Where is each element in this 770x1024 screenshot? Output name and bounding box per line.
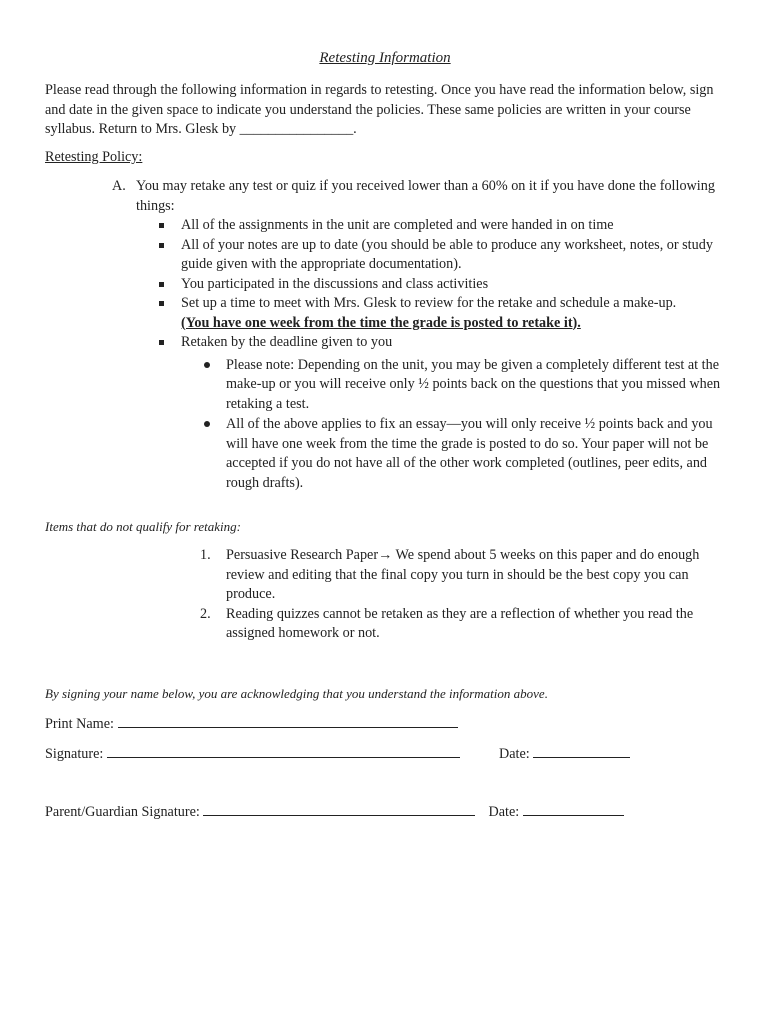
round-bullet-icon xyxy=(202,356,226,415)
notes-list xyxy=(181,356,732,494)
policy-list xyxy=(112,177,732,494)
square-bullet-icon xyxy=(157,236,181,275)
item-number: 1. xyxy=(200,547,211,563)
item-text: Persuasive Research Paper→ We spend about 5 weeks on this paper and do enough review and editing that the final copy you turn in should be the best copy you can produce. xyxy=(226,547,700,602)
policy-item-body xyxy=(136,177,732,494)
parent-date-label: Date: xyxy=(488,804,520,820)
note-text: Please note: Depending on the unit, you may be given a completely different test at the make-up or you will receive only ½ points back on the questions that you missed when retaking a test. xyxy=(226,356,721,412)
list-item xyxy=(157,236,732,275)
print-name-field[interactable] xyxy=(118,713,458,728)
list-item xyxy=(157,275,732,295)
date-label: Date: xyxy=(498,746,530,762)
retesting-policy-heading: Retesting Policy: xyxy=(45,149,143,165)
condition-text: All of the assignments in the unit are completed and were handed in on time xyxy=(181,217,614,233)
conditions-list xyxy=(136,216,732,494)
not-qualify-list xyxy=(200,546,730,644)
note-text: All of the above applies to fix an essay—you will only receive ½ points back and you will have one week from the time the grade is posted to do so. Your paper will not be accepted if you do not have all of the other work completed (outlines, peer edits, and rough drafts). xyxy=(226,416,713,491)
signature-field[interactable] xyxy=(107,743,460,758)
item-text: Reading quizzes cannot be retaken as they are a reflection of whether you read the assigned homework or not. xyxy=(226,605,694,641)
list-item xyxy=(200,605,730,644)
list-item xyxy=(202,415,732,493)
print-name-label: Print Name: xyxy=(45,716,114,732)
square-bullet-icon xyxy=(157,216,181,236)
square-bullet-icon xyxy=(157,294,181,333)
condition-text: All of your notes are up to date (you should be able to produce any worksheet, notes, or study guide given with the appropriate documentation). xyxy=(181,236,713,272)
date-field[interactable] xyxy=(533,743,630,758)
square-bullet-icon xyxy=(157,275,181,295)
signature-label: Signature: xyxy=(45,746,104,762)
square-bullet-icon xyxy=(157,333,181,494)
policy-item-text: You may retake any test or quiz if you received lower than a 60% on it if you have done the following things: xyxy=(136,178,715,214)
print-name-row xyxy=(45,713,458,735)
parent-date-field[interactable] xyxy=(523,801,624,816)
intro-paragraph: Please read through the following information in regards to retesting. Once you have read the information below, sign and date in the given space to indicate you understand the policies. These same policies are written in your course syllabus. Return to Mrs. Glesk by ________________. xyxy=(45,82,714,137)
parent-signature-label: Parent/Guardian Signature: xyxy=(45,804,200,820)
acknowledgement-text: By signing your name below, you are acknowledging that you understand the information above. xyxy=(45,686,548,701)
list-item xyxy=(157,333,732,494)
meeting-text: Set up a time to meet with Mrs. Glesk to review for the retake and schedule a make-up. xyxy=(181,295,677,311)
document-title: Retesting Information xyxy=(319,50,451,66)
meeting-emphasis: (You have one week from the time the grade is posted to retake it). xyxy=(181,314,581,331)
list-item xyxy=(157,294,732,333)
deadline-text: Retaken by the deadline given to you xyxy=(181,334,393,350)
condition-text: You participated in the discussions and class activities xyxy=(181,275,489,292)
list-item xyxy=(200,546,730,605)
policy-item-a xyxy=(112,177,732,494)
round-bullet-icon xyxy=(202,415,226,493)
signature-row xyxy=(45,743,630,765)
item-number: 2. xyxy=(200,605,211,622)
parent-signature-field[interactable] xyxy=(203,801,475,816)
not-qualify-heading: Items that do not qualify for retaking: xyxy=(45,519,241,534)
parent-signature-row xyxy=(45,801,624,823)
list-item xyxy=(157,216,732,236)
policy-item-marker: A. xyxy=(112,178,126,194)
list-item xyxy=(202,356,732,415)
deadline-condition xyxy=(181,333,732,494)
meeting-condition xyxy=(181,294,732,333)
